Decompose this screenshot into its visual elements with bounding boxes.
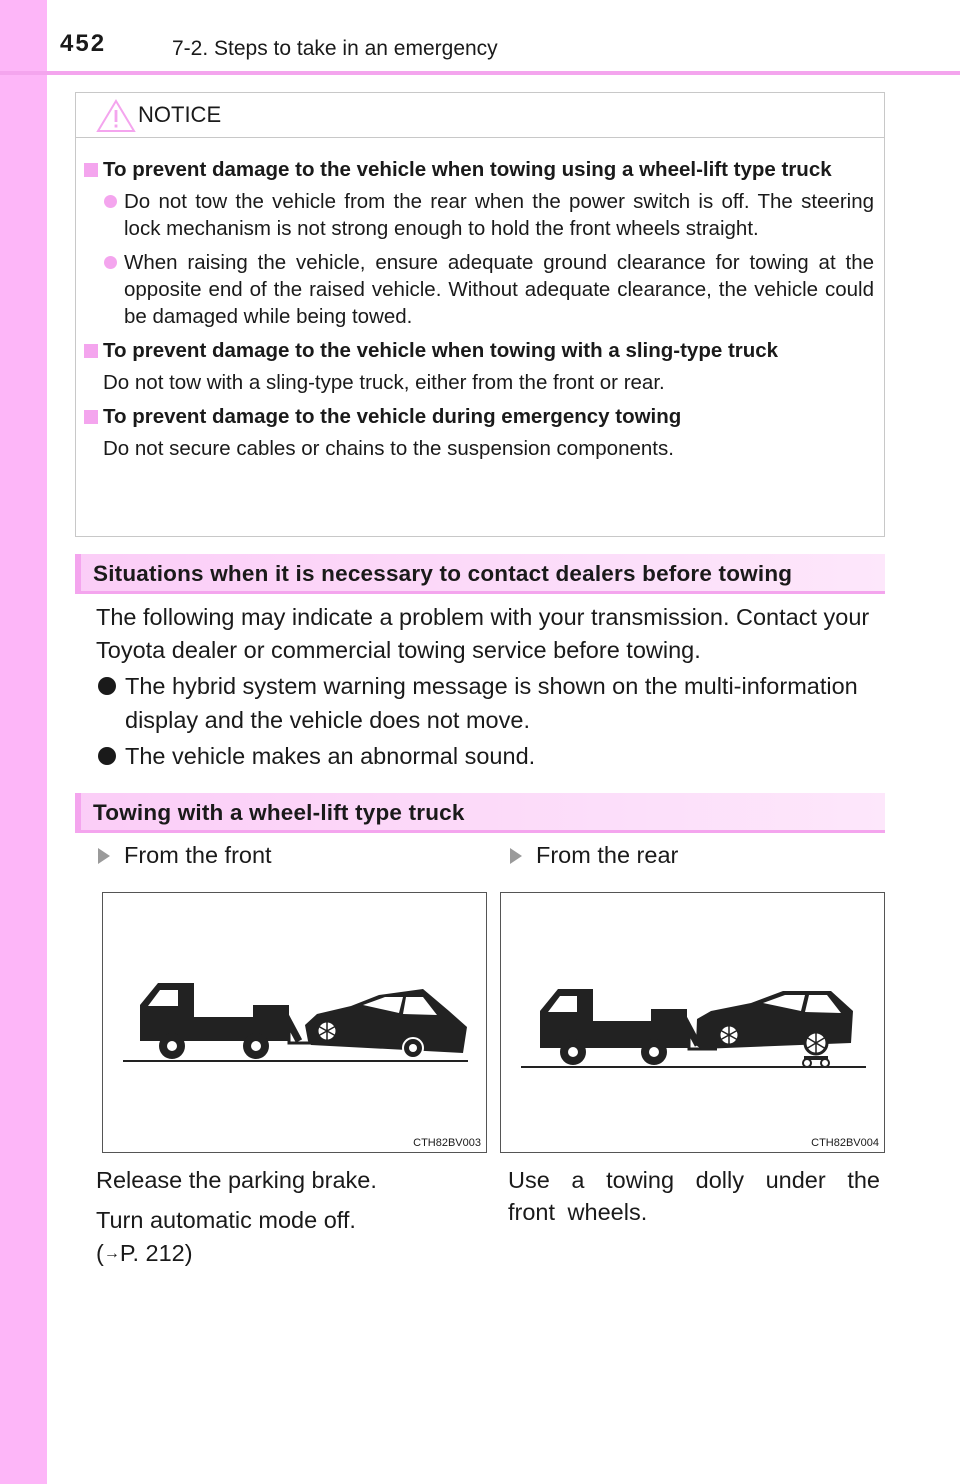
- page-reference-link[interactable]: P. 212): [119, 1240, 193, 1266]
- text-automatic-mode-off: Turn automatic mode off.: [96, 1207, 356, 1233]
- page-number: 452: [60, 30, 107, 57]
- text-towing-dolly: Use a towing dolly under the front wheels.: [508, 1167, 880, 1225]
- bullet-dot-icon: [98, 677, 116, 695]
- notice-body: [76, 138, 884, 462]
- notice-heading-sling: To prevent damage to the vehicle when towing with a sling-type truck: [84, 337, 874, 364]
- tow-truck-front-illustration: [103, 893, 486, 1152]
- chapter-title: 7-2. Steps to take in an emergency: [172, 37, 498, 60]
- subheading-from-front: From the front: [98, 842, 272, 869]
- notice-heading-wheel-lift: To prevent damage to the vehicle when towing using a wheel-lift type truck: [84, 156, 874, 183]
- section-bar-wheel-lift: [75, 793, 885, 833]
- side-tab-band: [0, 0, 47, 1484]
- notice-heading-emergency: To prevent damage to the vehicle during emergency towing: [84, 403, 874, 430]
- notice-bullet-rear-tow: Do not tow the vehicle from the rear when the power switch is off. The steering lock mechanism is not strong enough to hold the front wheels straight.: [84, 188, 874, 242]
- section1-bullet-sound: The vehicle makes an abnormal sound.: [96, 739, 881, 773]
- section1-bullet-warning: The hybrid system warning message is shown on the multi-information display and the vehicle does not move.: [96, 669, 881, 737]
- bullet-dot-icon: [98, 747, 116, 765]
- round-bullet-icon: [104, 195, 117, 208]
- page-reference: (→P. 212): [96, 1240, 193, 1266]
- section-title-wheel-lift: Towing with a wheel-lift type truck: [93, 800, 465, 825]
- notice-text-sling: Do not tow with a sling-type truck, either from the front or rear.: [103, 371, 665, 394]
- figure-tow-from-rear: [500, 892, 885, 1153]
- warning-triangle-icon: [96, 99, 136, 133]
- round-bullet-icon: [104, 256, 117, 269]
- tow-truck-rear-illustration: [501, 893, 884, 1152]
- notice-text-emergency: Do not secure cables or chains to the suspension components.: [103, 437, 674, 460]
- square-bullet-icon: [84, 410, 98, 424]
- square-bullet-icon: [84, 344, 98, 358]
- reference-arrow-icon: →: [103, 1245, 120, 1262]
- square-bullet-icon: [84, 163, 98, 177]
- notice-label: NOTICE: [138, 102, 222, 127]
- header-divider: [0, 71, 960, 75]
- text-release-parking-brake: Release the parking brake.: [96, 1167, 377, 1193]
- subheading-from-rear: From the rear: [510, 842, 678, 869]
- figure-code-rear: CTH82BV004: [811, 1137, 879, 1149]
- section1-intro: The following may indicate a problem with your transmission. Contact your Toyota dealer or commercial towing service before towing.: [96, 604, 870, 663]
- notice-header: [76, 93, 884, 138]
- section-title-dealers: Situations when it is necessary to contact dealers before towing: [93, 561, 793, 586]
- notice-bullet-clearance: When raising the vehicle, ensure adequate ground clearance for towing at the opposite end of the raised vehicle. Without adequate clearance, the vehicle could be damaged while being towed.: [84, 249, 874, 330]
- triangle-marker-icon: [510, 848, 522, 864]
- section-bar-dealers: [75, 554, 885, 594]
- figure-code-front: CTH82BV003: [413, 1137, 481, 1149]
- figure-tow-from-front: [102, 892, 487, 1153]
- notice-box: [75, 92, 885, 537]
- triangle-marker-icon: [98, 848, 110, 864]
